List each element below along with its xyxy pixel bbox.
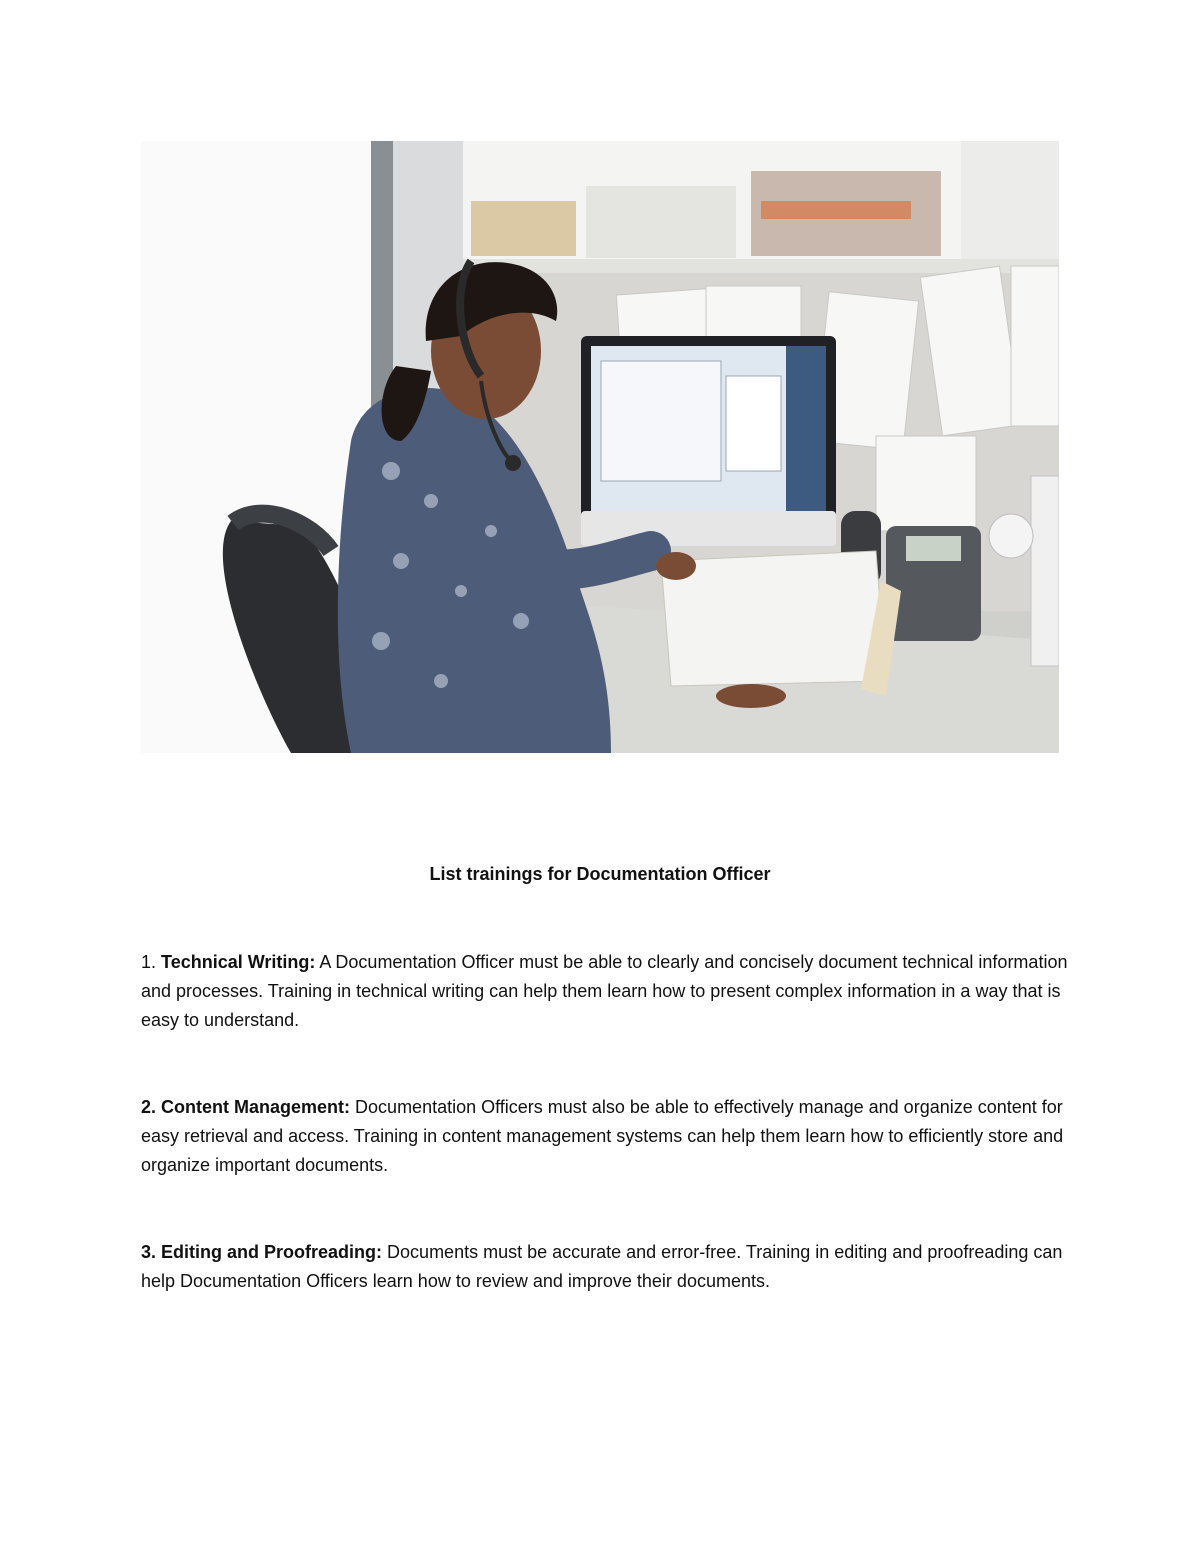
training-item-technical-writing bbox=[141, 948, 1071, 1035]
item-term: Content Management: bbox=[161, 1097, 351, 1117]
item-text: Documents must be accurate and error-free. Training in editing and proofreading can help Documentation Officers learn how to review and improve their documents. bbox=[141, 1242, 1063, 1291]
item-text: Documentation Officers must also be able to effectively manage and organize content for easy retrieval and access. Training in content management systems can help them learn how to efficiently store and organize important documents. bbox=[141, 1097, 1064, 1175]
item-number: 1. bbox=[141, 952, 157, 972]
office-worker-photo bbox=[141, 141, 1059, 753]
training-item-editing-proofreading bbox=[141, 1238, 1071, 1296]
paper-folder bbox=[661, 551, 886, 686]
item-term: Technical Writing: bbox=[161, 952, 316, 972]
item-term: Editing and Proofreading: bbox=[161, 1242, 383, 1262]
item-number: 3. bbox=[141, 1242, 157, 1262]
training-item-content-management bbox=[141, 1093, 1071, 1180]
office-scene-illustration bbox=[141, 141, 1059, 753]
document-title: List trainings for Documentation Officer bbox=[429, 864, 771, 884]
item-text: A Documentation Officer must be able to clearly and concisely document technical information and processes. Training in technical writing can help them learn how to present complex information in a way that is easy to understand. bbox=[141, 952, 1068, 1030]
item-number: 2. bbox=[141, 1097, 157, 1117]
